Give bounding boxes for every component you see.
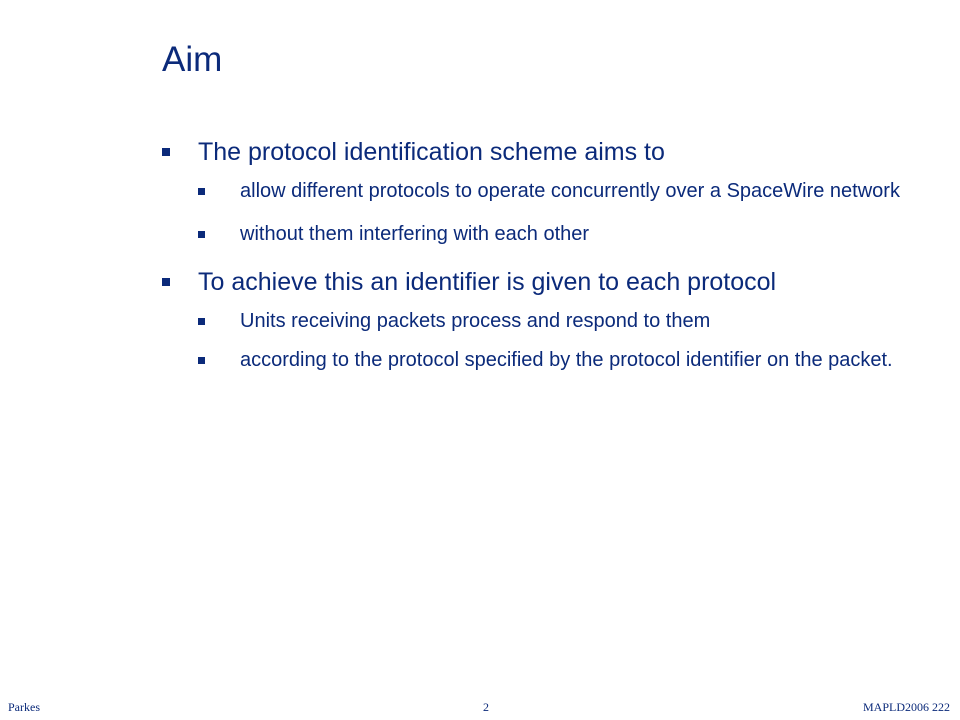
sub-bullet-text: without them interfering with each other [240,223,590,245]
square-bullet-icon [162,148,170,156]
bullet-item [162,136,952,168]
sub-bullet-item [198,178,952,205]
square-bullet-icon [198,231,205,238]
square-bullet-icon [198,318,205,325]
slide-title: Aim [162,40,223,79]
square-bullet-icon [198,188,205,195]
footer-reference: MAPLD2006 222 [862,700,950,714]
square-bullet-icon [162,278,170,286]
sub-bullet-text: allow different protocols to operate concurrently over a SpaceWire network [240,180,900,202]
bullet-text: The protocol identification scheme aims to [198,138,665,166]
sub-bullet-text: according to the protocol specified by the protocol identifier on the packet. [240,349,893,371]
footer-author: Parkes [8,700,40,714]
sub-bullet-item [198,308,952,335]
sub-bullet-item [198,221,952,248]
bullet-list [162,136,952,374]
square-bullet-icon [198,357,205,364]
footer-page-number: 2 [483,700,489,714]
sub-bullet-text: Units receiving packets process and respond to them [240,310,711,332]
sub-bullet-item [198,347,952,374]
bullet-text: To achieve this an identifier is given to each protocol [198,268,777,296]
bullet-item [162,266,952,298]
